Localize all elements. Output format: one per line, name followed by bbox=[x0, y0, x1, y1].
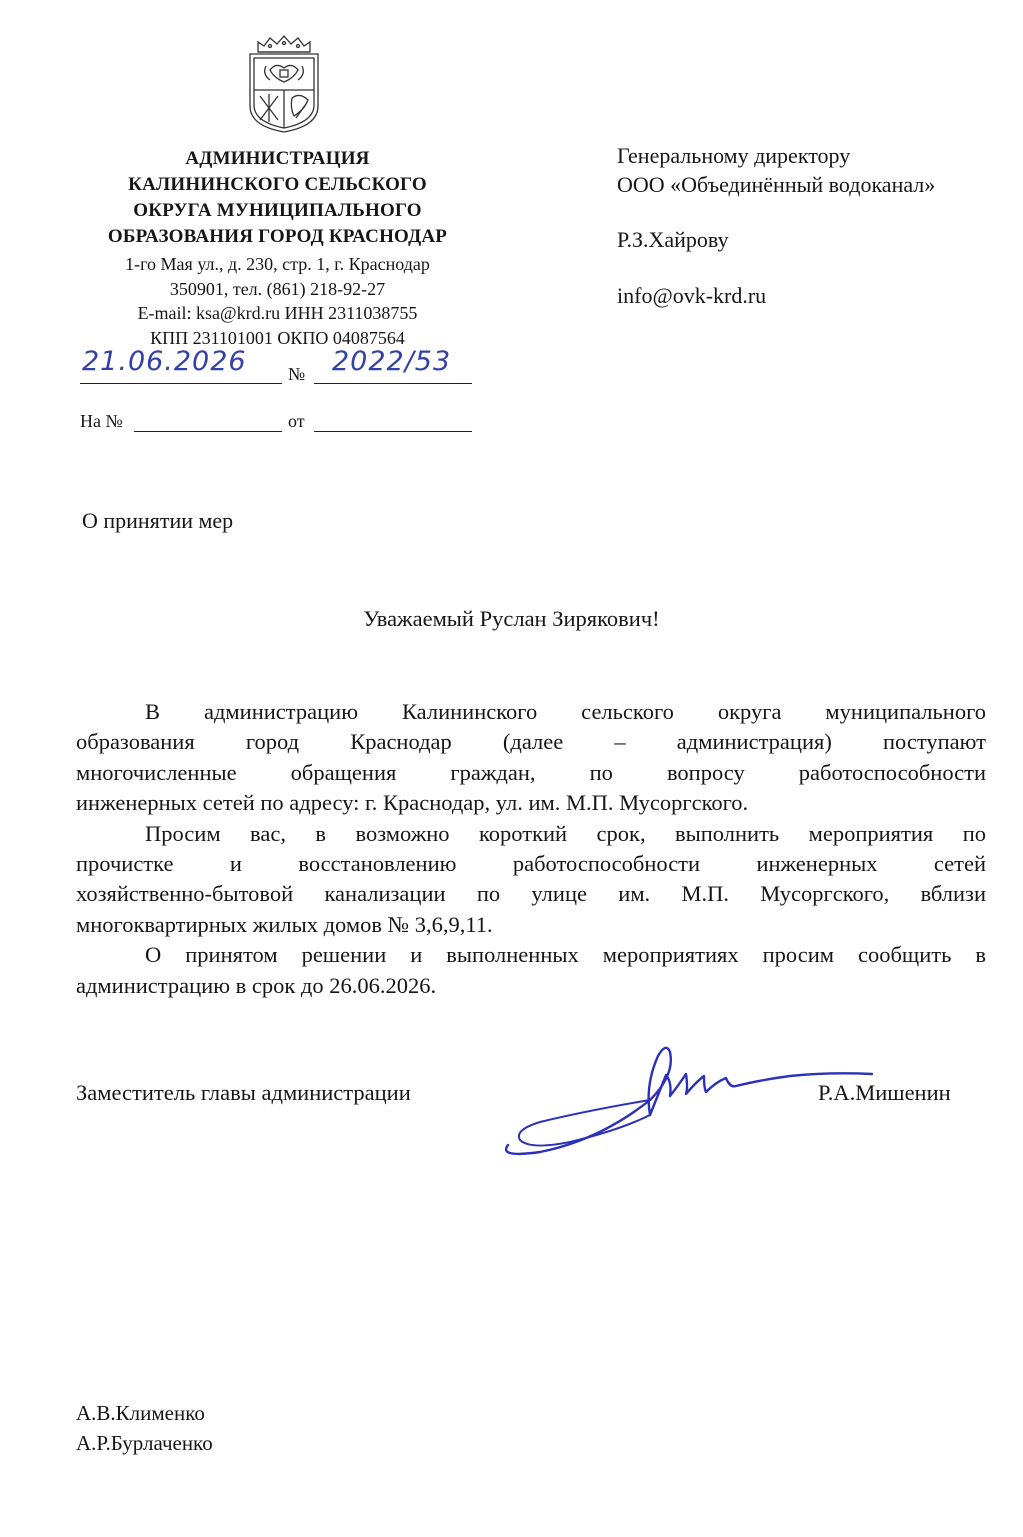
letter-subject: О принятии мер bbox=[82, 508, 234, 533]
paragraph-3 bbox=[76, 940, 986, 1001]
org-line: ОБРАЗОВАНИЯ ГОРОД КРАСНОДАР bbox=[107, 226, 448, 247]
body-line: администрацию в срок до 26.06.2026. bbox=[76, 972, 437, 998]
body-line: В администрацию Калининского сельского округа муниципального bbox=[145, 699, 986, 724]
address-line: 1-го Мая ул., д. 230, стр. 1, г. Краснодар bbox=[125, 254, 430, 274]
body-line: О принятом решении и выполненных мероприятиях просим сообщить в bbox=[145, 942, 986, 968]
address-line: КПП 231101001 ОКПО 04087564 bbox=[150, 327, 405, 348]
reference-date-blank bbox=[314, 431, 472, 432]
reference-number-label: На № bbox=[80, 411, 123, 431]
recipient-name: Р.З.Хайрову bbox=[617, 227, 729, 252]
org-line: ОКРУГА МУНИЦИПАЛЬНОГО bbox=[133, 200, 422, 221]
letter-body bbox=[76, 697, 986, 1001]
executor-name: А.В.Клименко bbox=[76, 1401, 205, 1425]
body-line: многоквартирных жилых домов № 3,6,9,11. bbox=[76, 911, 493, 937]
sender-organization bbox=[70, 146, 485, 250]
org-line: АДМИНИСТРАЦИЯ bbox=[185, 148, 370, 169]
body-line: Просим вас, в возможно короткий срок, выполнить мероприятия по bbox=[145, 820, 986, 846]
reference-date-label: от bbox=[288, 411, 305, 431]
body-line: прочистке и восстановлению работоспособности инженерных сетей bbox=[76, 851, 986, 877]
address-line: 350901, тел. (861) 218-92-27 bbox=[169, 278, 386, 299]
number-underline bbox=[314, 383, 472, 384]
body-line: образования город Краснодар (далее – администрация) поступают bbox=[76, 729, 986, 755]
body-line: многочисленные обращения граждан, по вопросу работоспособности bbox=[76, 759, 986, 785]
executors bbox=[76, 1398, 213, 1458]
sender-address bbox=[70, 252, 485, 350]
outgoing-date: 21.06.2026 bbox=[82, 346, 247, 377]
body-line: инженерных сетей по адресу: г. Краснодар, ул. им. М.П. Мусоргского. bbox=[76, 790, 749, 816]
greeting: Уважаемый Руслан Зирякович! bbox=[363, 606, 660, 631]
recipient-email: info@ovk-krd.ru bbox=[617, 283, 767, 308]
signatory-position: Заместитель главы администрации bbox=[76, 1080, 411, 1105]
number-sign: № bbox=[288, 364, 306, 384]
paragraph-2 bbox=[76, 819, 986, 941]
date-underline bbox=[80, 383, 282, 384]
coat-of-arms-emblem bbox=[244, 34, 324, 134]
recipient-title: Генеральному директору bbox=[617, 143, 851, 168]
address-line: E-mail: ksa@krd.ru ИНН 2311038755 bbox=[137, 303, 418, 323]
executor-name: А.Р.Бурлаченко bbox=[76, 1431, 213, 1455]
signatory-name: Р.А.Мишенин bbox=[818, 1080, 951, 1105]
recipient-company: ООО «Объединённый водоканал» bbox=[617, 172, 936, 197]
reference-number-blank bbox=[134, 431, 282, 432]
org-line: КАЛИНИНСКОГО СЕЛЬСКОГО bbox=[128, 174, 427, 195]
body-line: хозяйственно-бытовой канализации по улице им. М.П. Мусоргского, вблизи bbox=[76, 881, 986, 907]
outgoing-number: 2022/53 bbox=[332, 346, 452, 377]
paragraph-1 bbox=[76, 697, 986, 819]
